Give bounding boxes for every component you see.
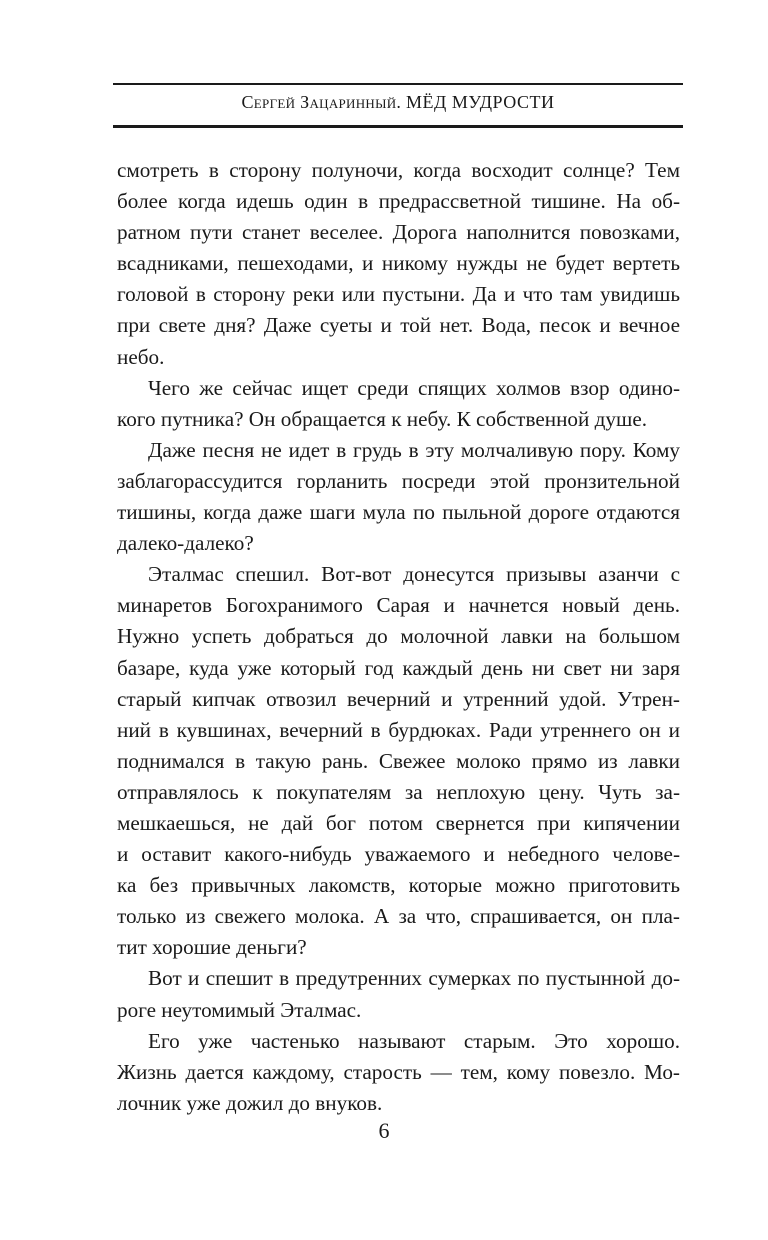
text-line: головой в сторону реки или пустыни. Да и что там увидишь xyxy=(117,282,680,307)
header-rule-bottom xyxy=(113,125,683,128)
text-line: роге неутомимый Эталмас. xyxy=(117,997,362,1022)
text-line: старый кипчак отвозил вечерний и утренний удой. Утрен- xyxy=(117,686,680,711)
text-line: минаретов Богохранимого Сарая и начнется новый день. xyxy=(117,593,680,618)
text-line: при свете дня? Даже суеты и той нет. Вода, песок и вечное xyxy=(117,313,680,338)
text-line: тит хорошие деньги? xyxy=(117,935,307,960)
text-line: ний в кувшинах, вечерний в бурдюках. Ради утреннего он и xyxy=(117,717,680,742)
text-line: только из свежего молока. А за что, спрашивается, он пла- xyxy=(117,904,680,929)
text-line: поднимался в такую рань. Свежее молоко прямо из лавки xyxy=(117,748,680,773)
text-line: ратном пути станет веселее. Дорога наполнится повозками, xyxy=(117,220,680,245)
text-line: ка без привычных лакомств, которые можно приготовить xyxy=(117,873,680,898)
text-line: Нужно успеть добраться до молочной лавки на большом xyxy=(117,624,680,649)
text-line: более когда идешь один в предрассветной тишине. На об- xyxy=(117,189,680,214)
text-line: заблагорассудится горланить посреди этой пронзительной xyxy=(117,468,680,493)
running-head-author: Сергей Зацаринный. xyxy=(241,92,402,112)
text-line: Его уже частенько называют старым. Это хорошо. xyxy=(148,1028,680,1053)
text-line: Чего же сейчас ищет среди спящих холмов взор одино- xyxy=(148,375,680,400)
text-line: смотреть в сторону полуночи, когда восходит солнце? Тем xyxy=(117,158,680,182)
text-line: далеко-далеко? xyxy=(117,531,254,556)
text-line: базаре, куда уже который год каждый день ни свет ни заря xyxy=(117,655,680,680)
text-line: лочник уже дожил до внуков. xyxy=(117,1090,383,1115)
text-line: кого путника? Он обращается к небу. К собственной душе. xyxy=(117,406,648,431)
body-text xyxy=(117,155,680,1119)
text-line: отправлялось к покупателям за неплохую цену. Чуть за- xyxy=(117,779,680,804)
running-head xyxy=(113,92,683,113)
running-head-title: МЁД МУДРОСТИ xyxy=(406,92,555,112)
text-line: Эталмас спешил. Вот-вот донесутся призывы азанчи с xyxy=(148,562,680,587)
text-line: тишины, когда даже шаги мула по пыльной дороге отдаются xyxy=(117,500,680,525)
text-line: всадниками, пешеходами, и никому нужды не будет вертеть xyxy=(117,251,680,276)
text-line: и оставит какого-нибудь уважаемого и небедного челове- xyxy=(117,842,680,867)
text-line: Жизнь дается каждому, старость — тем, кому повезло. Мо- xyxy=(117,1059,680,1084)
page-number: 6 xyxy=(378,1118,390,1143)
text-line: небо. xyxy=(117,344,165,369)
text-line: Даже песня не идет в грудь в эту молчаливую пору. Кому xyxy=(148,437,680,462)
text-line: мешкаешься, не дай бог потом свернется при кипячении xyxy=(117,810,680,835)
header-rule-top xyxy=(113,83,683,85)
text-line: Вот и спешит в предутренних сумерках по пустынной до- xyxy=(148,966,680,991)
